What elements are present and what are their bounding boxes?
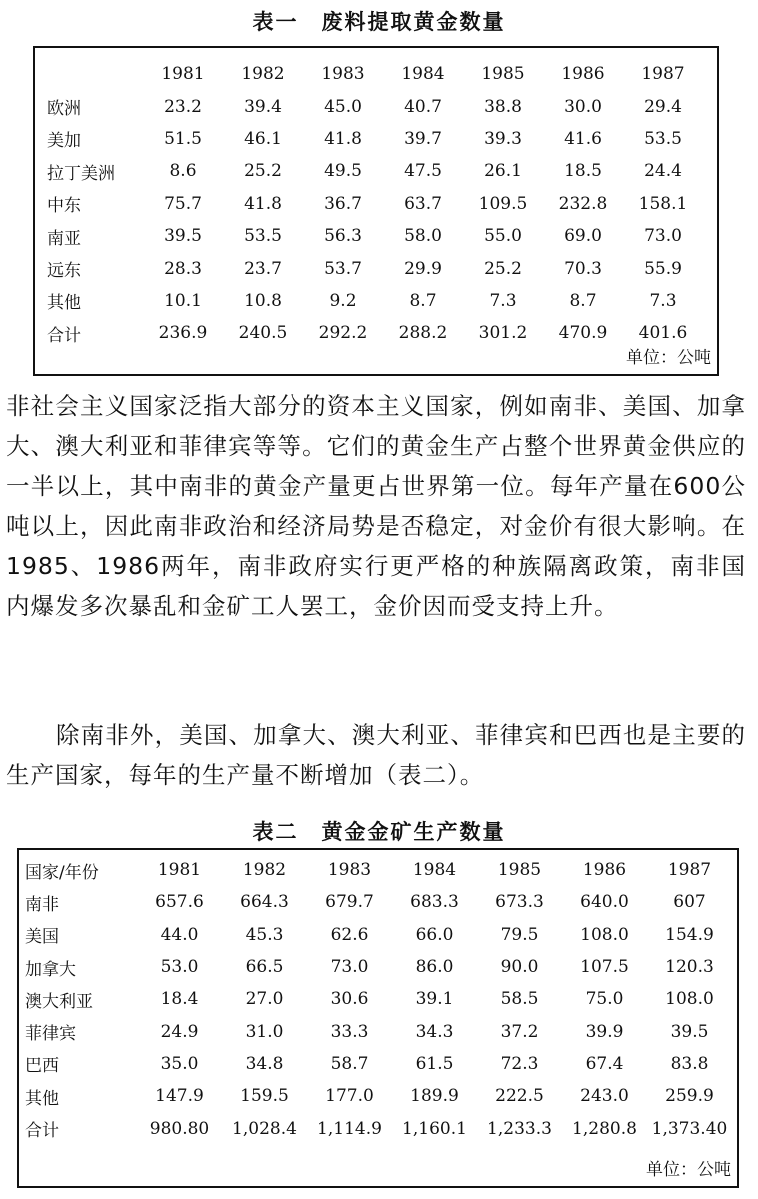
table-cell: 25.2 (244, 161, 282, 182)
row-label: 美加 (47, 131, 81, 152)
table-cell: 66.0 (415, 924, 454, 945)
table-cell: 90.0 (500, 957, 539, 978)
table-cell: 51.5 (164, 128, 202, 149)
table-cell: 53.7 (324, 258, 362, 279)
row-label: 其他 (25, 1088, 59, 1109)
table-cell: 18.5 (564, 161, 602, 182)
table-cell: 301.2 (478, 323, 528, 344)
table-cell: 1,280.8 (572, 1118, 637, 1139)
table-cell: 61.5 (415, 1053, 454, 1074)
header-label (47, 58, 143, 90)
table-row (47, 90, 703, 122)
table-cell: 24.9 (160, 1021, 199, 1042)
table-cell: 26.1 (484, 161, 522, 182)
table-cell: 18.4 (160, 989, 199, 1010)
year-header: 1986 (561, 64, 605, 85)
table-cell: 1,160.1 (402, 1118, 467, 1139)
table2 (25, 854, 732, 1145)
table-cell: 35.0 (160, 1053, 199, 1074)
table-cell: 664.3 (240, 892, 289, 913)
table-cell: 56.3 (324, 226, 362, 247)
table-cell: 34.3 (415, 1021, 454, 1042)
row-label: 加拿大 (25, 959, 76, 980)
table-cell: 55.9 (644, 258, 682, 279)
table-cell: 222.5 (495, 1086, 544, 1107)
table-cell: 243.0 (580, 1086, 629, 1107)
year-header: 1981 (157, 860, 202, 881)
table-cell: 240.5 (238, 323, 288, 344)
row-label: 远东 (47, 261, 81, 282)
paragraph-2: 除南非外，美国、加拿大、澳大利亚、菲律宾和巴西也是主要的生产国家，每年的生产量不断增加（表二）。 (6, 721, 746, 789)
header-label: 国家/年份 (25, 862, 99, 883)
table-cell: 8.7 (409, 290, 437, 311)
table-cell: 41.8 (324, 128, 362, 149)
row-label: 欧洲 (47, 99, 81, 120)
table-cell: 607 (673, 892, 706, 913)
table-cell: 232.8 (558, 193, 608, 214)
table-row (47, 285, 703, 317)
table-cell: 29.9 (404, 258, 442, 279)
table-cell: 29.4 (644, 96, 682, 117)
table-cell: 39.9 (585, 1021, 624, 1042)
table-row (25, 919, 732, 951)
paragraph-1: 非社会主义国家泛指大部分的资本主义国家，例如南非、美国、加拿大、澳大利亚和菲律宾等等。它们的黄金生产占整个世界黄金供应的一半以上，其中南非的黄金产量更占世界第一位。每年产量在600公吨以上，因此南非政治和经济局势是否稳定，对金价有很大影响。在1985、1986两年，南非政府实行更严格的种族隔离政策，南非国内爆发多次暴乱和金矿工人罢工，金价因而受支持上升。 (6, 392, 746, 620)
year-header: 1983 (321, 64, 365, 85)
row-label: 南非 (25, 894, 59, 915)
year-header: 1982 (242, 860, 287, 881)
table-row (25, 983, 732, 1015)
table-cell: 109.5 (478, 193, 528, 214)
table-cell: 36.7 (324, 193, 362, 214)
year-header: 1983 (327, 860, 372, 881)
table-row (47, 252, 703, 284)
table-cell: 147.9 (155, 1086, 204, 1107)
table-cell: 67.4 (585, 1053, 624, 1074)
table-cell: 39.5 (670, 1021, 709, 1042)
table-cell: 189.9 (410, 1086, 459, 1107)
table-cell: 30.6 (330, 989, 369, 1010)
header-row (47, 58, 703, 90)
table-cell: 58.5 (500, 989, 539, 1010)
table-cell: 683.3 (410, 892, 459, 913)
table-cell: 53.0 (160, 957, 199, 978)
row-label: 美国 (25, 927, 59, 948)
table-cell: 8.6 (169, 161, 197, 182)
table-cell: 9.2 (329, 290, 357, 311)
table-cell: 47.5 (404, 161, 442, 182)
year-header: 1984 (401, 64, 445, 85)
table-cell: 46.1 (244, 128, 282, 149)
table-cell: 27.0 (245, 989, 284, 1010)
table-cell: 66.5 (245, 957, 284, 978)
table-row (25, 1015, 732, 1047)
table-cell: 73.0 (330, 957, 369, 978)
table-cell: 63.7 (404, 193, 442, 214)
table-cell: 25.2 (484, 258, 522, 279)
table-cell: 236.9 (158, 323, 208, 344)
table-cell: 34.8 (245, 1053, 284, 1074)
table-cell: 53.5 (644, 128, 682, 149)
table-cell: 69.0 (564, 226, 602, 247)
table2-unit: 单位：公吨 (646, 1160, 731, 1180)
year-header: 1985 (497, 860, 542, 881)
table-cell: 72.3 (500, 1053, 539, 1074)
table-cell: 41.6 (564, 128, 602, 149)
table-cell: 37.2 (500, 1021, 539, 1042)
table-cell: 177.0 (325, 1086, 374, 1107)
table-cell: 159.5 (240, 1086, 289, 1107)
table-cell: 1,114.9 (317, 1118, 382, 1139)
table-cell: 7.3 (489, 290, 517, 311)
table-cell: 23.2 (164, 96, 202, 117)
table-row (25, 1080, 732, 1112)
table-cell: 39.7 (404, 128, 442, 149)
table-cell: 31.0 (245, 1021, 284, 1042)
row-label: 其他 (47, 293, 81, 314)
table-row (47, 188, 703, 220)
table-cell: 79.5 (500, 924, 539, 945)
table-cell: 108.0 (665, 989, 714, 1010)
table-cell: 980.80 (149, 1118, 210, 1139)
table-cell: 28.3 (164, 258, 202, 279)
table-cell: 73.0 (644, 226, 682, 247)
table1-title: 表一 废料提取黄金数量 (252, 10, 506, 34)
table-cell: 75.0 (585, 989, 624, 1010)
table-cell: 10.1 (164, 290, 202, 311)
table-row (47, 317, 703, 349)
table-cell: 53.5 (244, 226, 282, 247)
table-row (25, 951, 732, 983)
table-cell: 7.3 (649, 290, 677, 311)
table-cell: 640.0 (580, 892, 629, 913)
table-cell: 107.5 (580, 957, 629, 978)
year-header: 1986 (582, 860, 627, 881)
table-row (25, 1048, 732, 1080)
table-cell: 120.3 (665, 957, 714, 978)
year-header: 1987 (641, 64, 685, 85)
row-label: 菲律宾 (25, 1024, 76, 1045)
year-header: 1987 (667, 860, 712, 881)
table-cell: 1,373.40 (651, 1118, 728, 1139)
table-cell: 39.1 (415, 989, 454, 1010)
table1-frame (33, 46, 719, 376)
table-cell: 41.8 (244, 193, 282, 214)
row-label: 合计 (47, 325, 81, 346)
table-cell: 49.5 (324, 161, 362, 182)
row-label: 拉丁美洲 (47, 163, 115, 184)
table-cell: 30.0 (564, 96, 602, 117)
table2-title: 表二 黄金金矿生产数量 (252, 820, 506, 844)
table-cell: 70.3 (564, 258, 602, 279)
row-label: 巴西 (25, 1056, 59, 1077)
table-row (47, 220, 703, 252)
table-cell: 292.2 (318, 323, 368, 344)
table-cell: 44.0 (160, 924, 199, 945)
table-cell: 24.4 (644, 161, 682, 182)
table-cell: 58.7 (330, 1053, 369, 1074)
table-row (25, 886, 732, 918)
table-cell: 158.1 (638, 193, 688, 214)
table1-unit: 单位：公吨 (626, 348, 711, 368)
table-cell: 401.6 (638, 323, 688, 344)
table-cell: 38.8 (484, 96, 522, 117)
table-cell: 39.4 (244, 96, 282, 117)
table2-frame (17, 848, 739, 1188)
table-cell: 10.8 (244, 290, 282, 311)
table-cell: 33.3 (330, 1021, 369, 1042)
table-cell: 108.0 (580, 924, 629, 945)
table-row (25, 1112, 732, 1144)
row-label: 合计 (25, 1121, 59, 1142)
table-cell: 58.0 (404, 226, 442, 247)
table-cell: 40.7 (404, 96, 442, 117)
table-row (47, 155, 703, 187)
table-cell: 45.3 (245, 924, 284, 945)
table-row (47, 123, 703, 155)
table-cell: 39.3 (484, 128, 522, 149)
table-cell: 657.6 (155, 892, 204, 913)
table-cell: 1,028.4 (232, 1118, 297, 1139)
table-cell: 39.5 (164, 226, 202, 247)
row-label: 中东 (47, 196, 81, 217)
year-header: 1982 (241, 64, 285, 85)
table-cell: 55.0 (484, 226, 522, 247)
table-cell: 1,233.3 (487, 1118, 552, 1139)
row-label: 南亚 (47, 228, 81, 249)
year-header: 1984 (412, 860, 457, 881)
table1 (47, 58, 703, 350)
table-cell: 470.9 (558, 323, 608, 344)
table-cell: 75.7 (164, 193, 202, 214)
table-cell: 673.3 (495, 892, 544, 913)
table-cell: 23.7 (244, 258, 282, 279)
table-cell: 288.2 (398, 323, 448, 344)
table-cell: 83.8 (670, 1053, 709, 1074)
table-cell: 679.7 (325, 892, 374, 913)
header-row (25, 854, 732, 886)
row-label: 澳大利亚 (25, 991, 93, 1012)
table-cell: 45.0 (324, 96, 362, 117)
table-cell: 62.6 (330, 924, 369, 945)
table-cell: 154.9 (665, 924, 714, 945)
table-cell: 259.9 (665, 1086, 714, 1107)
year-header: 1981 (161, 64, 205, 85)
table-cell: 8.7 (569, 290, 597, 311)
table-cell: 86.0 (415, 957, 454, 978)
year-header: 1985 (481, 64, 525, 85)
